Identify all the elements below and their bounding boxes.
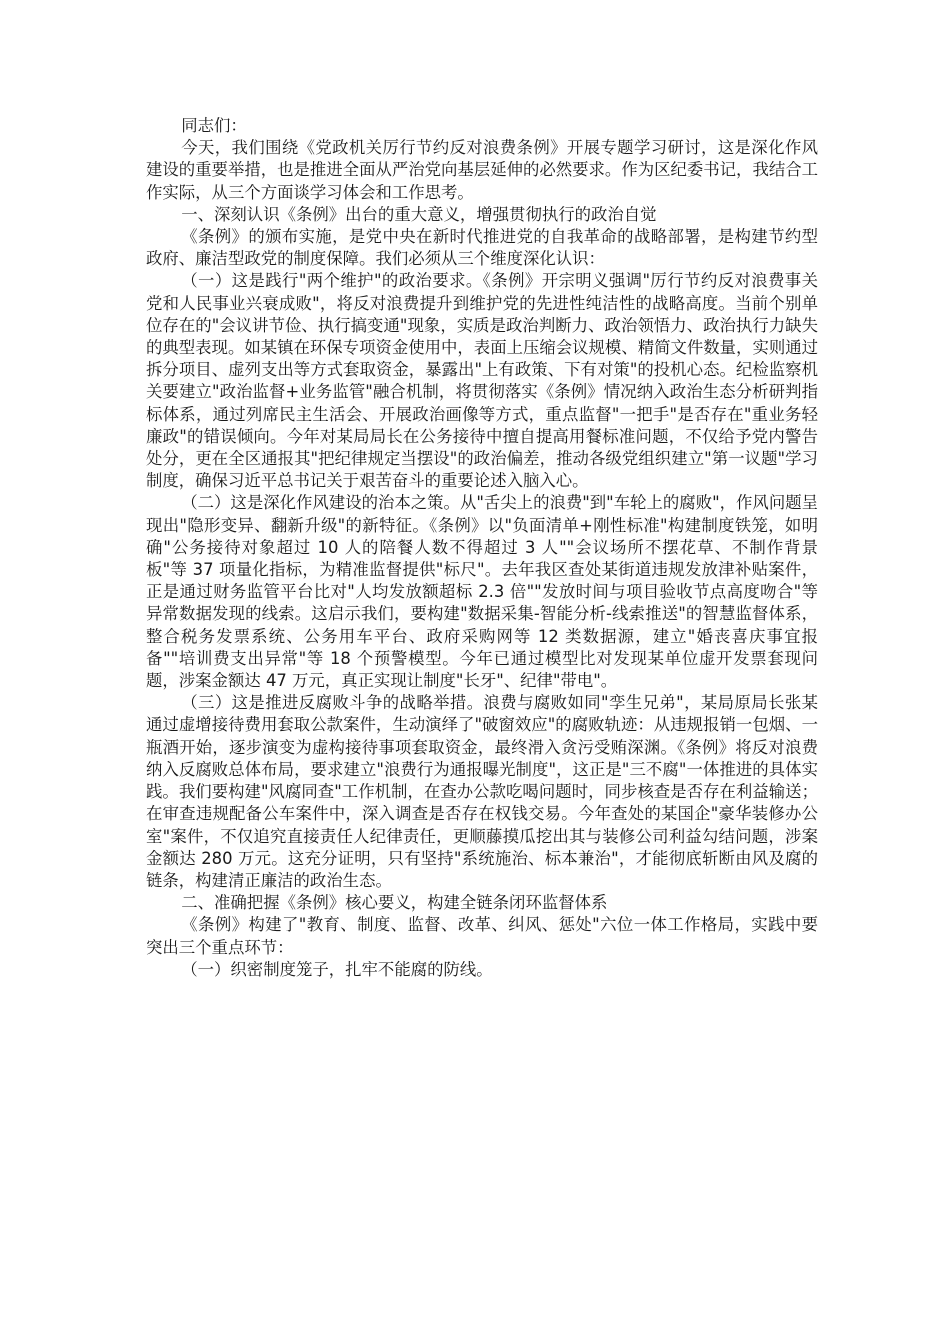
document-body xyxy=(146,115,818,981)
paragraph-section1-intro: 《条例》的颁布实施，是党中央在新时代推进党的自我革命的战略部署，是构建节约型政府、廉洁型政党的制度保障。我们必须从三个维度深化认识： xyxy=(146,227,818,269)
salutation: 同志们： xyxy=(181,116,247,135)
paragraph-point-1-1: （一）这是践行"两个维护"的政治要求。《条例》开宗明义强调"厉行节约反对浪费事关党和人民事业兴衰成败"，将反对浪费提升到维护党的先进性纯洁性的战略高度。当前个别单位存在的"会议讲节俭、执行搞变通"现象，实质是政治判断力、政治领悟力、政治执行力缺失的典型表现。如某镇在环保专项资金使用中，表面上压缩会议规模、精简文件数量，实则通过拆分项目、虚列支出等方式套取资金，暴露出"上有政策、下有对策"的投机心态。纪检监察机关要建立"政治监督+业务监管"融合机制，将贯彻落实《条例》情况纳入政治生态分析研判指标体系，通过列席民主生活会、开展政治画像等方式，重点监督"一把手"是否存在"重业务轻廉政"的错误倾向。今年对某局局长在公务接待中擅自提高用餐标准问题，不仅给予党内警告处分，更在全区通报其"把纪律规定当摆设"的政治偏差，推动各级党组织建立"第一议题"学习制度，确保习近平总书记关于艰苦奋斗的重要论述入脑入心。 xyxy=(146,271,819,491)
paragraph-intro: 今天，我们围绕《党政机关厉行节约反对浪费条例》开展专题学习研讨，这是深化作风建设的重要举措，也是推进全面从严治党向基层延伸的必然要求。作为区纪委书记，我结合工作实际，从三个方面谈学习体会和工作思考。 xyxy=(146,138,819,202)
paragraph-point-2-1: （一）织密制度笼子，扎牢不能腐的防线。 xyxy=(181,959,493,979)
section-heading-2: 二、准确把握《条例》核心要义，构建全链条闭环监督体系 xyxy=(181,893,608,913)
paragraph-point-1-2: （二）这是深化作风建设的治本之策。从"舌尖上的浪费"到"车轮上的腐败"，作风问题呈现出"隐形变异、翻新升级"的新特征。《条例》以"负面清单+刚性标准"构建制度铁笼，如明确"公务接待对象超过 10 人的陪餐人数不得超过 3 人""会议场所不摆花草、不制作背景板"等 37 项量化指标，为精准监督提供"标尺"。去年我区查处某街道违规发放津补贴案件，正是通过财务监管平台比对"人均发放额超标 2.3 倍""发放时间与项目验收节点高度吻合"等异常数据发现的线索。这启示我们，要构建"数据采集-智能分析-线索推送"的智慧监督体系，整合税务发票系统、公务用车平台、政府采购网等 12 类数据源，建立"婚丧喜庆事宜报备""培训费支出异常"等 18 个预警模型。今年已通过模型比对发现某单位虚开发票套现问题，涉案金额达 47 万元，真正实现让制度"长牙"、纪律"带电"。 xyxy=(146,493,818,691)
section-heading-1: 一、深刻认识《条例》出台的重大意义，增强贯彻执行的政治自觉 xyxy=(181,204,657,224)
paragraph-point-1-3: （三）这是推进反腐败斗争的战略举措。浪费与腐败如同"孪生兄弟"，某局原局长张某通过虚增接待费用套取公款案件，生动演绎了"破窗效应"的腐败轨迹：从违规报销一包烟、一瓶酒开始，逐步演变为虚构接待事项套取资金，最终滑入贪污受贿深渊。《条例》将反对浪费纳入反腐败总体布局，要求建立"浪费行为通报曝光制度"，这正是"三不腐"一体推进的具体实践。我们要构建"风腐同查"工作机制，在查办公款吃喝问题时，同步核查是否存在利益输送；在审查违规配备公车案件中，深入调查是否存在权钱交易。今年查处的某国企"豪华装修办公室"案件，不仅追究直接责任人纪律责任，更顺藤摸瓜挖出其与装修公司利益勾结问题，涉案金额达 280 万元。这充分证明，只有坚持"系统施治、标本兼治"，才能彻底斩断由风及腐的链条，构建清正廉洁的政治生态。 xyxy=(146,693,818,890)
paragraph-section2-intro: 《条例》构建了"教育、制度、监督、改革、纠风、惩处"六位一体工作格局，实践中要突出三个重点环节： xyxy=(146,915,818,957)
